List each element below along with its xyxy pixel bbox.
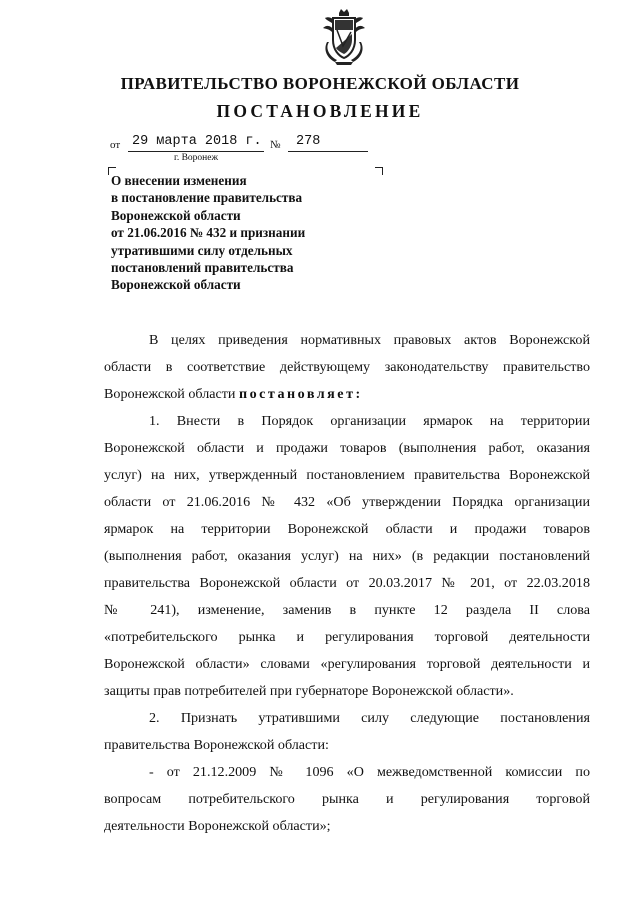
- body-line: правительства Воронежской области:: [104, 737, 329, 753]
- document-meta-row: [110, 134, 370, 154]
- government-title: ПРАВИТЕЛЬСТВО ВОРОНЕЖСКОЙ ОБЛАСТИ: [120, 74, 520, 93]
- coat-of-arms-emblem: [321, 8, 367, 66]
- body-line: области в соответствие действующему законодательству правительство: [104, 359, 590, 375]
- body-line: услуг) на них, утвержденный постановлением правительства Воронежской: [104, 467, 590, 483]
- date-underline: [128, 151, 264, 152]
- body-line: - от 21.12.2009 № 1096 «О межведомственной комиссии по: [149, 764, 590, 780]
- body-text: Воронежской области: [104, 386, 239, 402]
- body-line: 1. Внести в Порядок организации ярмарок на территории: [149, 413, 590, 429]
- body-line: вопросам потребительского рынка и регулирования торговой: [104, 791, 590, 807]
- number-label: №: [270, 139, 281, 151]
- subject-line: от 21.06.2016 № 432 и признании: [111, 225, 306, 241]
- body-line: № 241), изменение, заменив в пункте 12 раздела II слова: [104, 602, 590, 618]
- body-line: Воронежской области и продажи товаров (выполнения работ, оказания: [104, 440, 590, 456]
- subject-line: Воронежской области: [111, 277, 241, 293]
- subject-line: О внесении изменения: [111, 173, 247, 188]
- body-line: «потребительского рынка и регулирования торговой деятельности: [104, 629, 590, 645]
- body-line: В целях приведения нормативных правовых актов Воронежской: [149, 332, 590, 348]
- date-prefix-label: от: [110, 139, 121, 151]
- subject-line: Воронежской области: [111, 207, 241, 223]
- body-line: правительства Воронежской области от 20.03.2017 № 201, от 22.03.2018: [104, 575, 590, 591]
- body-line: Воронежской области» словами «регулирования торговой деятельности и: [104, 656, 590, 672]
- subject-line: постановлений правительства: [111, 260, 294, 276]
- body-line: деятельности Воронежской области»;: [104, 818, 331, 834]
- body-line: 2. Признать утратившими силу следующие постановления: [149, 710, 590, 726]
- document-subject: [111, 172, 391, 294]
- document-number: 278: [296, 134, 321, 149]
- document-date: 29 марта 2018 г.: [132, 134, 262, 149]
- number-underline: [288, 151, 368, 152]
- document-type-title: ПОСТАНОВЛЕНИЕ: [216, 101, 424, 121]
- body-line: [104, 384, 590, 404]
- body-line: области от 21.06.2016 № 432 «Об утверждении Порядка организации: [104, 494, 590, 510]
- body-line: (выполнения работ, оказания услуг) на них» (в редакции постановлений: [104, 548, 590, 564]
- subject-line: утратившими силу отдельных: [111, 242, 293, 258]
- body-line: ярмарок на территории Воронежской области и продажи товаров: [104, 521, 590, 537]
- body-line: защиты прав потребителей при губернаторе Воронежской области».: [104, 683, 514, 699]
- subject-line: в постановление правительства: [111, 190, 303, 206]
- resolution-verb: постановляет:: [238, 386, 363, 402]
- city-label: г. Воронеж: [174, 153, 219, 163]
